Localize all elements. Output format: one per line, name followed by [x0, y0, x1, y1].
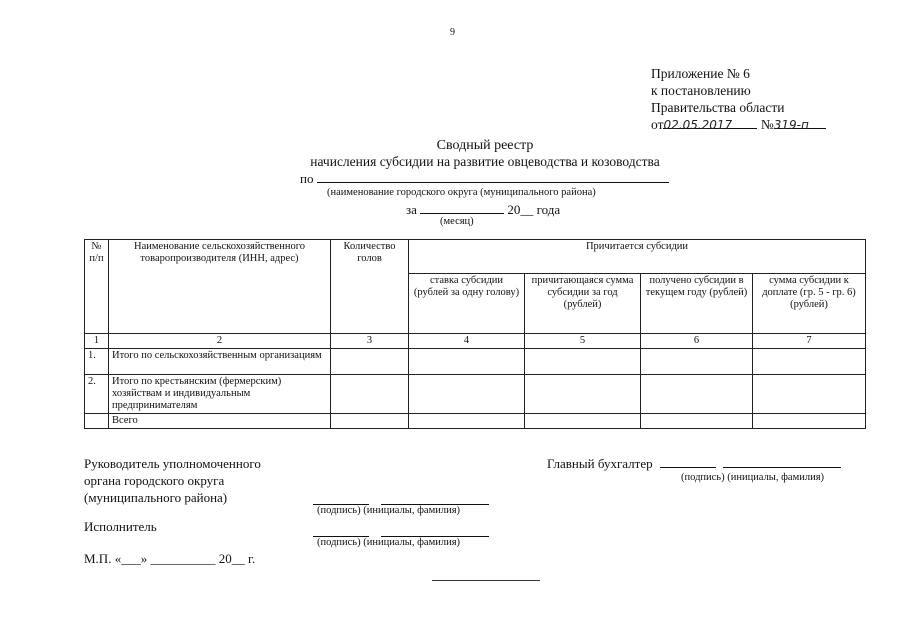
accountant-name-blank: [723, 455, 841, 468]
col-number: 3: [331, 334, 409, 349]
cell-empty: [641, 414, 753, 429]
name-hint: (инициалы, фамилия): [363, 505, 461, 516]
accountant-line: [547, 455, 841, 472]
appendix-date-line: [651, 116, 826, 133]
header-name: Наименование сельскохозяйственного товаропроизводителя (ИНН, адрес): [109, 240, 331, 334]
sign-hint: (подпись): [317, 505, 361, 516]
header-received: получено субсидии в текущем году (рублей): [641, 274, 753, 334]
cell-empty: [409, 349, 525, 375]
row-num: [85, 414, 109, 429]
head-name-blank: [381, 494, 489, 505]
col-number: 2: [109, 334, 331, 349]
executor-label: Исполнитель: [84, 519, 157, 534]
period-prefix: за: [406, 202, 417, 217]
appendix-line-3: Правительства области: [651, 100, 785, 115]
cell-empty: [753, 349, 866, 375]
stamp-prefix: М.П.: [84, 551, 112, 566]
cell-empty: [525, 414, 641, 429]
table-row: [85, 349, 866, 375]
row-num: 2.: [85, 375, 109, 414]
cell-empty: [641, 375, 753, 414]
cell-empty: [753, 375, 866, 414]
cell-empty: [331, 414, 409, 429]
head-line-3: (муниципального района): [84, 490, 228, 505]
accountant-label: Главный бухгалтер: [547, 456, 653, 471]
document-title: Сводный реестр: [436, 138, 534, 153]
table-row: [85, 414, 866, 429]
header-rate: ставка субсидии (рублей за одну голову): [409, 274, 525, 334]
header-num: № п/п: [85, 240, 109, 334]
cell-empty: [331, 375, 409, 414]
header-year-sum: причитающаяся сумма субсидии за год (рублей): [525, 274, 641, 334]
subsidy-registry-table: [84, 239, 866, 429]
col-number: 4: [409, 334, 525, 349]
header-to-pay: сумма субсидии к доплате (гр. 5 - гр. 6) (рублей): [753, 274, 866, 334]
row-name: Итого по сельскохозяйственным организациям: [109, 349, 331, 375]
row-num: 1.: [85, 349, 109, 375]
number-prefix: №: [760, 117, 774, 132]
handwritten-date: 02.05.2017: [663, 118, 733, 132]
month-blank: [420, 201, 504, 214]
cell-empty: [409, 414, 525, 429]
executor-sign-blank: [313, 526, 369, 537]
sign-hint: (подпись): [317, 537, 361, 548]
cell-empty: [525, 349, 641, 375]
executor-hints: [317, 537, 460, 548]
stamp-date: «___» __________ 20__ г.: [114, 551, 256, 566]
header-qty: Количество голов: [331, 240, 409, 334]
district-prefix: по: [300, 171, 314, 186]
district-hint: (наименование городского округа (муниципального района): [327, 187, 596, 198]
page-number: 9: [450, 27, 455, 38]
head-hints: [317, 505, 460, 516]
col-number: 7: [753, 334, 866, 349]
period-year: 20__ года: [507, 202, 561, 217]
table-row: [85, 375, 866, 414]
district-blank: [317, 170, 669, 183]
sign-hint: (подпись): [681, 472, 725, 483]
appendix-line-1: Приложение № 6: [651, 66, 750, 81]
cell-empty: [331, 349, 409, 375]
handwritten-number: 319-п: [773, 118, 809, 132]
head-line-1: Руководитель уполномоченного: [84, 456, 261, 471]
head-signature-label: [84, 455, 261, 506]
cell-empty: [409, 375, 525, 414]
row-name: Всего: [109, 414, 331, 429]
cell-empty: [641, 349, 753, 375]
end-divider: [432, 580, 540, 581]
head-sign-blank: [313, 494, 369, 505]
period-line: [406, 201, 560, 218]
header-due: Причитается субсидии: [409, 240, 866, 274]
document-subtitle: начисления субсидии на развитие овцеводства и козоводства: [310, 154, 660, 169]
executor-name-blank: [381, 526, 489, 537]
from-prefix: от: [651, 117, 664, 132]
appendix-block: [651, 65, 826, 133]
column-numbers-row: [85, 334, 866, 349]
district-line: [300, 170, 669, 187]
accountant-hints: [681, 472, 824, 483]
cell-empty: [753, 414, 866, 429]
col-number: 5: [525, 334, 641, 349]
appendix-line-2: к постановлению: [651, 83, 751, 98]
col-number: 6: [641, 334, 753, 349]
stamp-line: [84, 551, 255, 567]
name-hint: (инициалы, фамилия): [363, 537, 461, 548]
accountant-sign-blank: [660, 455, 716, 468]
name-hint: (инициалы, фамилия): [727, 472, 825, 483]
row-name: Итого по крестьянским (фермерским) хозяйствам и индивидуальным предпринимателям: [109, 375, 331, 414]
month-hint: (месяц): [440, 216, 474, 227]
head-line-2: органа городского округа: [84, 473, 225, 488]
cell-empty: [525, 375, 641, 414]
col-number: 1: [85, 334, 109, 349]
